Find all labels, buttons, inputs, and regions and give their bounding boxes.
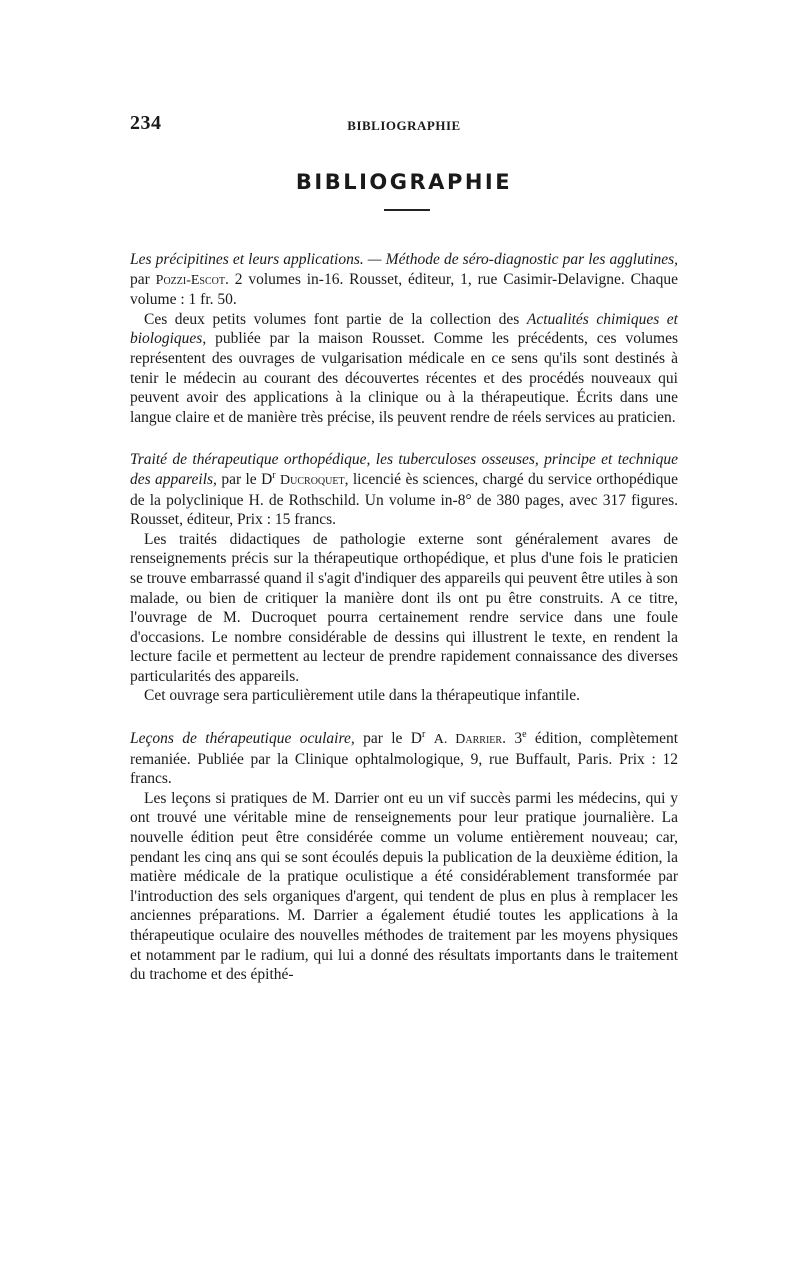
superscript: r xyxy=(272,469,276,481)
book-title: Traité de thérapeutique orthopédique, les tuberculoses osseuses, principe et technique des appareils, xyxy=(130,451,678,488)
running-title: BIBLIOGRAPHIE xyxy=(347,118,461,133)
bibliography-entry xyxy=(130,450,678,706)
entry-citation xyxy=(130,250,678,310)
review-text: Ces deux petits volumes font partie de la collection des xyxy=(144,310,527,328)
author-name: Pozzi-Escot xyxy=(155,272,225,288)
book-title: Les précipitines et leurs applications. — Méthode de séro-diagnostic par les agglutines, xyxy=(130,251,678,268)
citation-text: par le D xyxy=(216,470,273,488)
citation-text: . 3 xyxy=(502,730,523,748)
review-paragraph xyxy=(130,789,678,985)
bibliography-entry xyxy=(130,250,678,427)
citation-text: , licencié ès sciences, chargé du service orthopédique de la polyclinique H. de Rothschild. Un volume in-8° de 380 pages, avec 317 figures. Rousset, éditeur, Prix : 15 francs. xyxy=(130,470,679,529)
author-name: Ducroquet xyxy=(280,472,345,488)
citation-text: édition, complètement remaniée. Publiée par la Clinique ophtalmologique, 9, rue Buffault, Paris. Prix : 12 francs. xyxy=(130,730,679,788)
title-rule xyxy=(384,209,430,211)
review-paragraph xyxy=(130,530,678,687)
review-text: , publiée par la maison Rousset. Comme les précédents, ces volumes représentent des ouvrages de vulgarisation médicale en ce sens qu'ils sont destinés à tenir le médecin au courant des découvertes récentes et des procédés nouveaux qui peuvent avoir des applications à la clinique ou à la thérapeutique. Écrits dans une langue claire et de manière très précise, ils peuvent rendre de réels services au praticien. xyxy=(130,330,678,426)
superscript: r xyxy=(421,728,426,740)
review-paragraph xyxy=(130,686,678,706)
bibliography-entry xyxy=(130,729,678,985)
entry-citation xyxy=(130,729,678,789)
review-text: Les leçons si pratiques de M. Darrier ont eu un vif succès parmi les médecins, qui y ont trouvé une véritable mine de renseignements pour leur pratique journalière. La nouvelle édition peut être considérée comme un volume entièrement nouveau; car, pendant les cinq ans qui se sont écoulés depuis la publication de la deuxième édition, la matière médicale de la pratique oculistique a été considérablement transformée par l'introduction des sels organiques d'argent, qui tendent de plus en plus à remplacer les anciennes préparations. M. Darrier a également étudié toutes les applications à la thérapeutique oculaire des nouvelles méthodes de traitement par les moyens physiques et notamment par le radium, qui lui a donné des résultats importants dans le traitement du trachome et des épithé- xyxy=(130,789,678,984)
citation-text: . 2 volumes in-16. Rousset, éditeur, 1, rue Casimir-Delavigne. Chaque volume : 1 fr. 50. xyxy=(130,270,678,309)
citation-text: par xyxy=(130,270,156,288)
collection-name: Actualités chimiques et biologiques xyxy=(130,310,678,348)
entry-citation xyxy=(130,450,678,529)
review-paragraph xyxy=(130,310,678,428)
superscript: e xyxy=(522,728,527,740)
running-head xyxy=(130,112,678,136)
bibliography-content xyxy=(130,250,678,1008)
section-title: BIBLIOGRAPHIE xyxy=(295,170,513,194)
review-text: Cet ouvrage sera particulièrement utile dans la thérapeutique infantile. xyxy=(144,687,580,705)
citation-text: par le D xyxy=(354,730,422,748)
page-number: 234 xyxy=(130,112,162,134)
author-name: A. Darrier xyxy=(433,732,503,748)
review-text: Les traités didactiques de pathologie externe sont généralement avares de renseignements précis sur la thérapeutique orthopédique, et plus d'une fois le praticien se trouve embarrassé quand il s'agit d'indiquer des appareils qui peuvent être utiles à son malade, ou bien de critiquer la manière dont ils ont pu être construits. A ce titre, l'ouvrage de M. Ducroquet pourra certainement rendre service dans une foule d'occasions. Le nombre considérable de dessins qui illustrent le texte, en rendent la lecture facile et permettent au lecteur de prendre rapidement connaissance des diverses particularités des appareils. xyxy=(130,530,678,685)
book-title: Leçons de thérapeutique oculaire, xyxy=(130,730,355,748)
